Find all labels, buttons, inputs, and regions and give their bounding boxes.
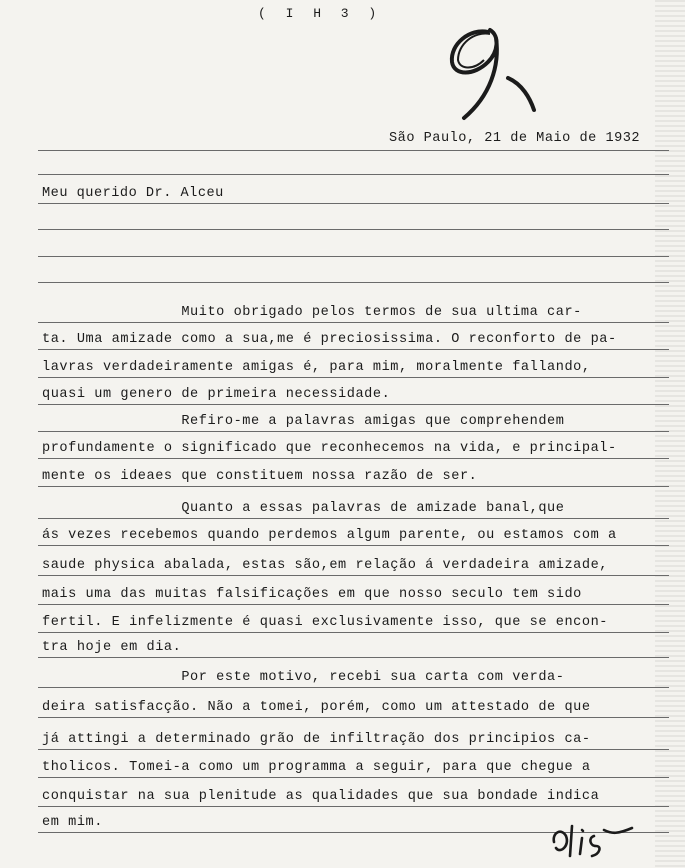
body-line: ás vezes recebemos quando perdemos algum parente, ou estamos com a [42,528,617,543]
ruled-line [38,777,669,778]
ruled-line [38,322,669,323]
ruled-line [38,256,669,257]
ruled-line [38,632,669,633]
ruled-line [38,717,669,718]
body-line: lavras verdadeiramente amigas é, para mim, moralmente fallando, [42,360,591,375]
salutation: Meu querido Dr. Alceu [42,186,224,201]
ruled-line [38,486,669,487]
ruled-line [38,431,669,432]
body-line: tholicos. Tomei-a como um programma a seguir, para que chegue a [42,760,591,775]
scanned-page-edge [655,0,685,868]
ruled-line [38,404,669,405]
body-line: ta. Uma amizade como a sua,me é preciosissima. O reconforto de pa- [42,332,617,347]
body-line: saude physica abalada, estas são,em relação á verdadeira amizade, [42,558,608,573]
ruled-line [38,282,669,283]
ruled-line [38,349,669,350]
body-line: mente os ideaes que constituem nossa razão de ser. [42,469,478,484]
body-line: tra hoje em dia. [42,640,182,655]
body-line: já attingi a determinado grão de infiltração dos principios ca- [42,732,591,747]
ruled-line [38,604,669,605]
ruled-line [38,150,669,151]
date-line: São Paulo, 21 de Maio de 1932 [389,131,641,146]
ruled-line [38,806,669,807]
ruled-line [38,518,669,519]
ruled-line [38,687,669,688]
handwritten-signature [548,820,638,866]
body-line: Quanto a essas palavras de amizade banal,que [42,501,565,516]
body-line: fertil. E infelizmente é quasi exclusivamente isso, que se encon- [42,615,608,630]
ruled-line [38,203,669,204]
ruled-line [38,377,669,378]
body-line: deira satisfacção. Não a tomei, porém, como um attestado de que [42,700,591,715]
ruled-line [38,229,669,230]
body-line: em mim. [42,815,103,830]
ruled-line [38,575,669,576]
body-line: Refiro-me a palavras amigas que comprehendem [42,414,565,429]
ruled-line [38,545,669,546]
body-line: Por este motivo, recebi sua carta com verda- [42,670,565,685]
body-line: Muito obrigado pelos termos de sua ultima car- [42,305,582,320]
handwritten-number-9 [430,14,540,124]
archive-reference: ( I H 3 ) [258,6,383,21]
body-line: conquistar na sua plenitude as qualidades que sua bondade indica [42,789,600,804]
body-line: profundamente o significado que reconhecemos na vida, e principal- [42,441,617,456]
ruled-line [38,749,669,750]
body-line: quasi um genero de primeira necessidade. [42,387,391,402]
ruled-line [38,174,669,175]
body-line: mais uma das muitas falsificações em que nosso seculo tem sido [42,587,582,602]
ruled-line [38,657,669,658]
ruled-line [38,458,669,459]
